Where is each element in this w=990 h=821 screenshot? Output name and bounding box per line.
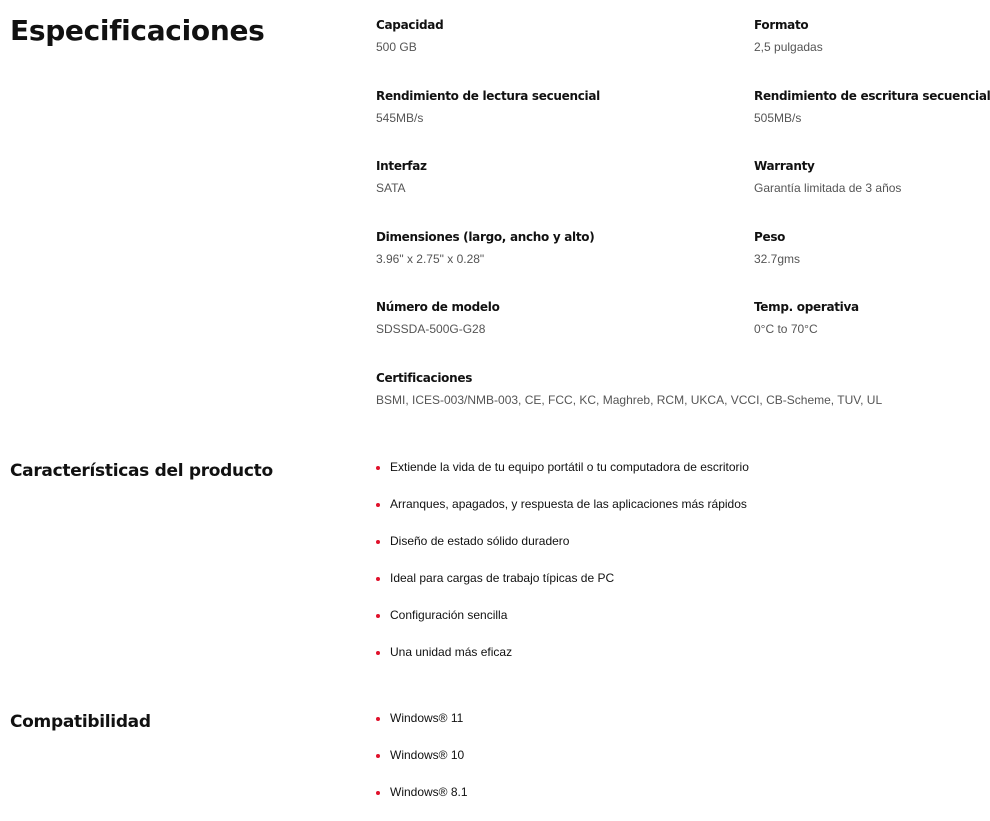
spec-label: Warranty — [754, 159, 815, 173]
spec-capacity — [376, 17, 596, 55]
spec-label: Número de modelo — [376, 300, 500, 314]
list-item — [376, 459, 749, 496]
spec-value: 545MB/s — [376, 111, 424, 125]
list-item-text: Windows® 10 — [390, 748, 465, 762]
compatibility-heading: Compatibilidad — [10, 712, 151, 732]
list-item — [376, 784, 468, 821]
spec-interface — [376, 158, 596, 196]
spec-warranty — [754, 158, 974, 196]
compatibility-list — [376, 710, 468, 821]
list-item — [376, 570, 749, 607]
spec-sequential-read — [376, 88, 600, 126]
spec-value: Garantía limitada de 3 años — [754, 181, 902, 195]
spec-label: Peso — [754, 230, 786, 244]
spec-value: 2,5 pulgadas — [754, 40, 823, 54]
list-item — [376, 710, 468, 747]
spec-label: Rendimiento de lectura secuencial — [376, 89, 600, 103]
specifications-heading: Especificaciones — [10, 14, 265, 47]
spec-label: Rendimiento de escritura secuencial — [754, 89, 990, 103]
list-item-text: Diseño de estado sólido duradero — [390, 534, 570, 548]
spec-value: 0°C to 70°C — [754, 322, 818, 336]
spec-label: Formato — [754, 18, 809, 32]
spec-label: Dimensiones (largo, ancho y alto) — [376, 230, 595, 244]
bullet-dot-icon — [376, 614, 380, 618]
list-item — [376, 644, 749, 681]
list-item-text: Ideal para cargas de trabajo típicas de PC — [390, 571, 615, 585]
bullet-dot-icon — [376, 717, 380, 721]
list-item-text: Configuración sencilla — [390, 608, 508, 622]
spec-operating-temp — [754, 299, 974, 337]
spec-value: 505MB/s — [754, 111, 802, 125]
spec-value: SDSSDA-500G-G28 — [376, 322, 486, 336]
bullet-dot-icon — [376, 754, 380, 758]
bullet-dot-icon — [376, 577, 380, 581]
spec-value: BSMI, ICES-003/NMB-003, CE, FCC, KC, Maghreb, RCM, UKCA, VCCI, CB-Scheme, TUV, UL — [376, 393, 883, 407]
bullet-dot-icon — [376, 651, 380, 655]
list-item — [376, 607, 749, 644]
bullet-dot-icon — [376, 503, 380, 507]
spec-label: Interfaz — [376, 159, 427, 173]
spec-model-number — [376, 299, 596, 337]
list-item-text: Una unidad más eficaz — [390, 645, 513, 659]
spec-value: SATA — [376, 181, 406, 195]
spec-certifications — [376, 370, 956, 408]
list-item — [376, 533, 749, 570]
list-item-text: Windows® 11 — [390, 711, 464, 725]
spec-value: 500 GB — [376, 40, 417, 54]
spec-sequential-write — [754, 88, 990, 126]
list-item — [376, 747, 468, 784]
list-item-text: Extiende la vida de tu equipo portátil o tu computadora de escritorio — [390, 460, 749, 474]
spec-value: 3.96" x 2.75" x 0.28" — [376, 252, 485, 266]
list-item-text: Arranques, apagados, y respuesta de las aplicaciones más rápidos — [390, 497, 747, 511]
bullet-dot-icon — [376, 466, 380, 470]
features-heading: Características del producto — [10, 461, 273, 481]
spec-label: Temp. operativa — [754, 300, 859, 314]
list-item-text: Windows® 8.1 — [390, 785, 468, 799]
spec-dimensions — [376, 229, 596, 267]
bullet-dot-icon — [376, 791, 380, 795]
features-list — [376, 459, 749, 681]
spec-form-factor — [754, 17, 974, 55]
list-item — [376, 496, 749, 533]
spec-weight — [754, 229, 974, 267]
spec-label: Capacidad — [376, 18, 444, 32]
spec-label: Certificaciones — [376, 371, 473, 385]
bullet-dot-icon — [376, 540, 380, 544]
spec-value: 32.7gms — [754, 252, 801, 266]
